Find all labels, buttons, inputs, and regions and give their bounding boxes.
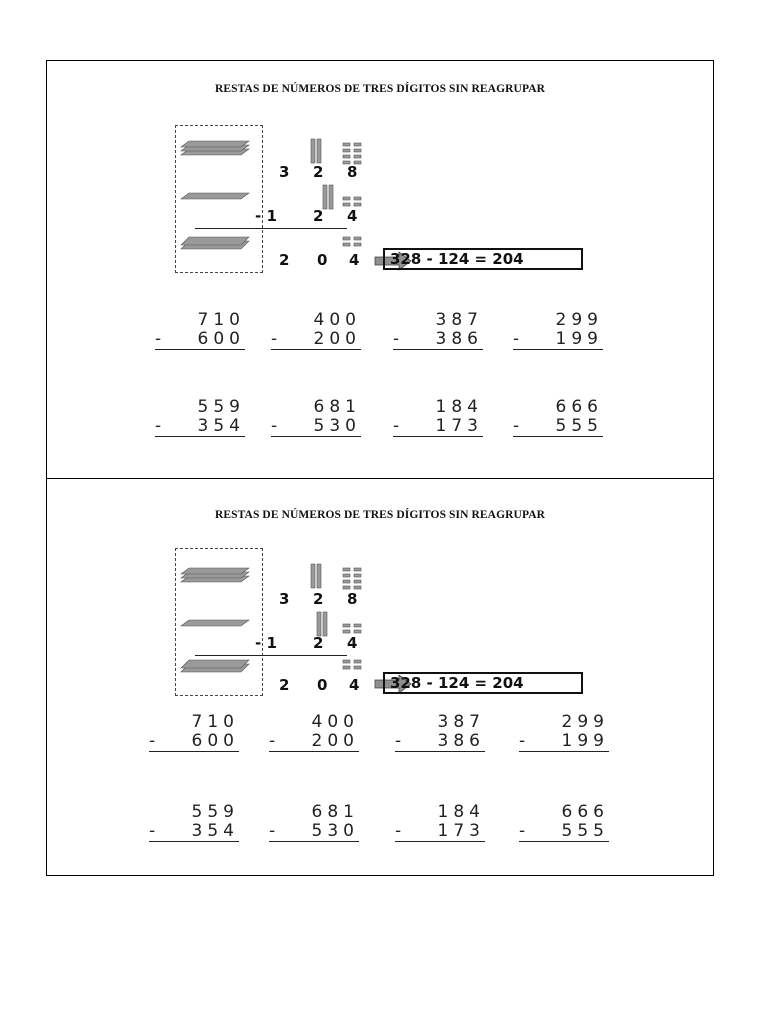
hundreds-flat-icon xyxy=(181,620,249,626)
minuend: 681 xyxy=(311,802,359,822)
example-digit: 2 xyxy=(313,590,324,608)
example-digit: 2 xyxy=(279,676,290,694)
hundreds-flat-icon xyxy=(181,660,249,672)
subtrahend: 200 xyxy=(311,731,359,751)
equation-box: 328 - 124 = 204 xyxy=(383,672,583,694)
subtraction-problem xyxy=(395,713,485,752)
subtrahend: 199 xyxy=(555,329,603,349)
subtraction-problem xyxy=(271,311,361,350)
minus-sign: - xyxy=(519,821,526,841)
minuend: 666 xyxy=(561,802,609,822)
example-digit: 0 xyxy=(317,251,328,269)
subtraction-problem xyxy=(149,713,239,752)
subtraction-problem xyxy=(269,803,359,842)
minuend: 559 xyxy=(191,802,239,822)
example-digit: 4 xyxy=(347,634,358,652)
minus-sign: - xyxy=(513,416,520,436)
minuend: 184 xyxy=(435,397,483,417)
minuend: 387 xyxy=(437,712,485,732)
subtrahend: 199 xyxy=(561,731,609,751)
units-cube-icon xyxy=(343,237,361,246)
example-digit: 4 xyxy=(349,676,360,694)
tens-rod-icon xyxy=(323,185,333,209)
minuend: 681 xyxy=(313,397,361,417)
minuend: 184 xyxy=(437,802,485,822)
example-digit: 2 xyxy=(313,163,324,181)
minus-sign: - xyxy=(149,731,156,751)
minus-sign: - xyxy=(271,329,278,349)
subtraction-problem xyxy=(155,398,245,437)
units-cube-icon xyxy=(343,143,361,164)
minuend: 710 xyxy=(197,310,245,330)
subtrahend: 600 xyxy=(197,329,245,349)
units-cube-icon xyxy=(343,660,361,669)
subtrahend: 354 xyxy=(197,416,245,436)
example-digit: 4 xyxy=(347,207,358,225)
subtraction-problem xyxy=(395,803,485,842)
minuend: 710 xyxy=(191,712,239,732)
tens-rod-icon xyxy=(311,139,321,163)
minus-sign: - xyxy=(519,731,526,751)
hundreds-flat-icon xyxy=(181,193,249,199)
minus-sign: - xyxy=(393,416,400,436)
equation-box: 328 - 124 = 204 xyxy=(383,248,583,270)
minuend: 387 xyxy=(435,310,483,330)
subtraction-problem xyxy=(393,398,483,437)
subtraction-problem xyxy=(513,311,603,350)
subtraction-problem xyxy=(155,311,245,350)
minuend: 559 xyxy=(197,397,245,417)
example-digit: - 1 xyxy=(255,634,277,652)
subtrahend: 530 xyxy=(311,821,359,841)
subtraction-problem xyxy=(149,803,239,842)
subtrahend: 354 xyxy=(191,821,239,841)
units-cube-icon xyxy=(343,197,361,206)
minus-sign: - xyxy=(393,329,400,349)
subtrahend: 386 xyxy=(435,329,483,349)
minus-sign: - xyxy=(395,821,402,841)
worksheet-title: RESTAS DE NÚMEROS DE TRES DÍGITOS SIN REAGRUPAR xyxy=(214,509,546,521)
subtrahend: 600 xyxy=(191,731,239,751)
subtraction-problem xyxy=(271,398,361,437)
example-digit: 8 xyxy=(347,590,358,608)
subtraction-problem xyxy=(519,713,609,752)
hundreds-flat-icon xyxy=(181,568,249,582)
subtrahend: 555 xyxy=(561,821,609,841)
units-cube-icon xyxy=(343,624,361,633)
example-digit: 2 xyxy=(313,634,324,652)
minuend: 299 xyxy=(561,712,609,732)
example-rule xyxy=(195,655,347,656)
example-digit: - 1 xyxy=(255,207,277,225)
example-digit: 2 xyxy=(279,251,290,269)
subtrahend: 555 xyxy=(555,416,603,436)
example-digit: 4 xyxy=(349,251,360,269)
example-digit: 2 xyxy=(313,207,324,225)
minus-sign: - xyxy=(513,329,520,349)
hundreds-flat-icon xyxy=(181,141,249,155)
subtrahend: 200 xyxy=(313,329,361,349)
minus-sign: - xyxy=(395,731,402,751)
example-digit: 8 xyxy=(347,163,358,181)
subtraction-problem xyxy=(393,311,483,350)
units-cube-icon xyxy=(343,568,361,589)
subtraction-problem xyxy=(513,398,603,437)
minuend: 400 xyxy=(311,712,359,732)
minus-sign: - xyxy=(149,821,156,841)
minus-sign: - xyxy=(269,731,276,751)
subtrahend: 173 xyxy=(435,416,483,436)
subtrahend: 386 xyxy=(437,731,485,751)
subtrahend: 530 xyxy=(313,416,361,436)
minuend: 666 xyxy=(555,397,603,417)
subtrahend: 173 xyxy=(437,821,485,841)
minuend: 400 xyxy=(313,310,361,330)
example-digit: 0 xyxy=(317,676,328,694)
example-digit: 3 xyxy=(279,163,290,181)
subtraction-problem xyxy=(269,713,359,752)
minus-sign: - xyxy=(269,821,276,841)
minus-sign: - xyxy=(271,416,278,436)
example-rule xyxy=(195,228,347,229)
tens-rod-icon xyxy=(311,564,321,588)
worksheet-title: RESTAS DE NÚMEROS DE TRES DÍGITOS SIN REAGRUPAR xyxy=(214,83,546,95)
minuend: 299 xyxy=(555,310,603,330)
worksheet-panel-2 xyxy=(46,478,714,876)
subtraction-problem xyxy=(519,803,609,842)
hundreds-flat-icon xyxy=(181,237,249,249)
tens-rod-icon xyxy=(317,612,327,636)
example-digit: 3 xyxy=(279,590,290,608)
minus-sign: - xyxy=(155,416,162,436)
minus-sign: - xyxy=(155,329,162,349)
worksheet-panel-1 xyxy=(46,60,714,479)
